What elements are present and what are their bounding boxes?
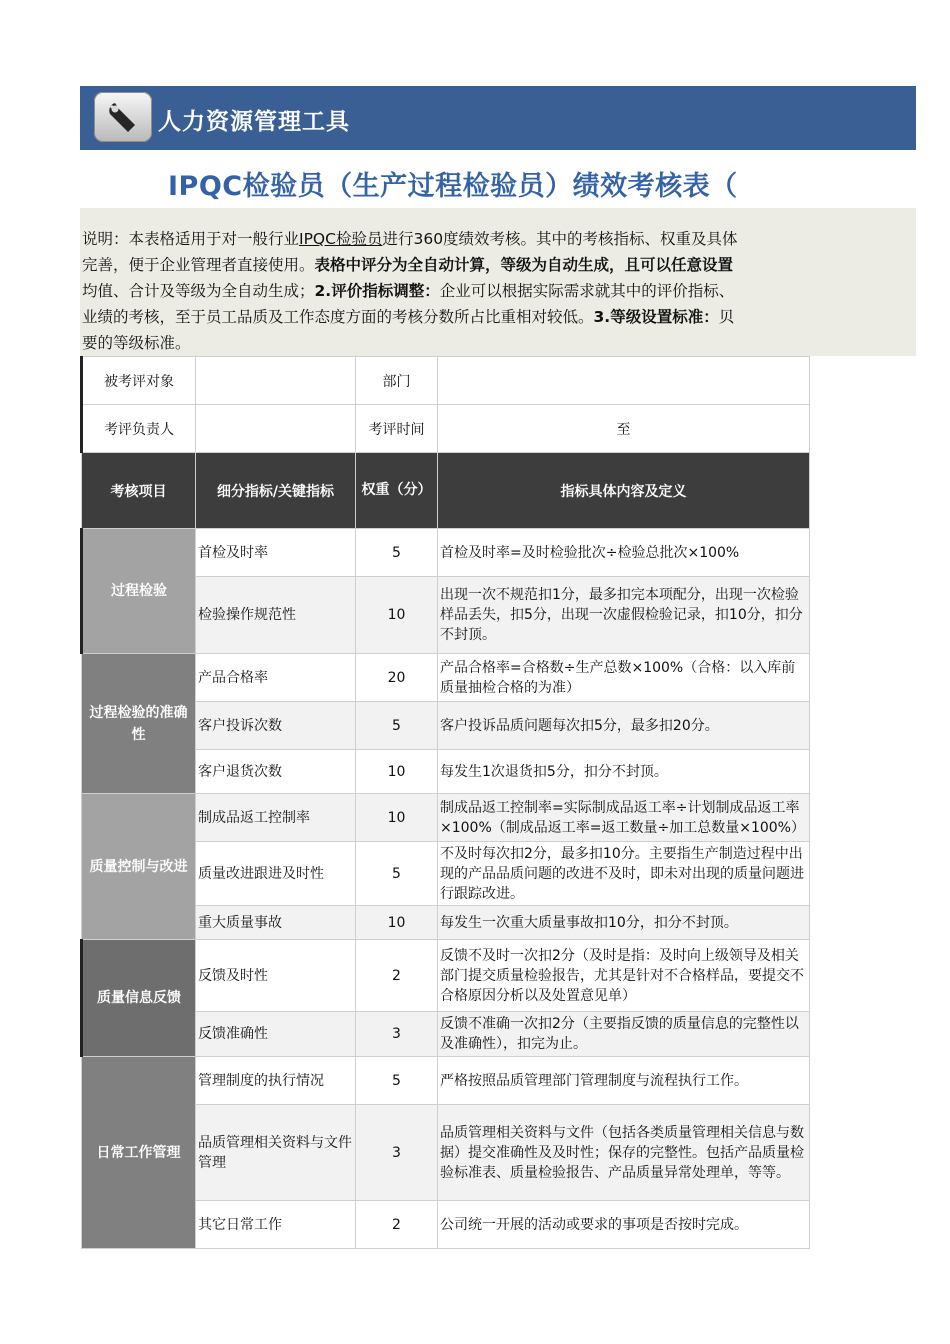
weight-cell: 5 <box>356 702 438 750</box>
definition-cell: 产品合格率=合格数÷生产总数×100%（合格：以入库前质量抽检合格的为准） <box>438 654 810 702</box>
target-value[interactable] <box>196 357 356 405</box>
logo <box>94 92 152 142</box>
table-row <box>82 529 810 577</box>
description-run: 完善，便于企业管理者直接使用。 <box>82 256 315 274</box>
description-run: 贝 <box>718 308 735 326</box>
weight-cell: 3 <box>356 1012 438 1057</box>
description-run: 企业可以根据实际需求就其中的评价指标、 <box>439 282 735 300</box>
dept-label: 部门 <box>356 357 438 405</box>
definition-cell: 出现一次不规范扣1分，最多扣完本项配分，出现一次检验样品丢失，扣5分，出现一次虚假检验记录，扣10分，扣分不封顶。 <box>438 577 810 654</box>
description-run: 2.评价指标调整： <box>314 282 440 300</box>
definition-cell: 反馈不及时一次扣2分（及时是指：及时向上级领导及相关部门提交质量检验报告，尤其是针对不合格样品，要提交不合格原因分析以及处置意见单） <box>438 940 810 1012</box>
definition-cell: 品质管理相关资料与文件（包括各类质量管理相关信息与数据）提交准确性及及时性；保存的完整性。包括产品质量检验标准表、质量检验报告、产品质量异常处理单，等等。 <box>438 1105 810 1201</box>
weight-cell: 10 <box>356 750 438 794</box>
target-label: 被考评对象 <box>82 357 196 405</box>
description-line <box>82 304 809 330</box>
weight-cell: 10 <box>356 794 438 842</box>
description-line <box>82 278 809 304</box>
indicator-cell: 反馈准确性 <box>196 1012 356 1057</box>
category-cell: 过程检验的准确性 <box>82 654 196 794</box>
page-title: IPQC检验员（生产过程检验员）绩效考核表（ <box>168 171 738 202</box>
description-run: 说明：本表格适用于对一般行业 <box>82 230 300 248</box>
description-run: IPQC检验员 <box>299 230 383 248</box>
category-cell: 过程检验 <box>82 529 196 654</box>
indicator-cell: 客户退货次数 <box>196 750 356 794</box>
definition-cell: 反馈不准确一次扣2分（主要指反馈的质量信息的完整性以及准确性），扣完为止。 <box>438 1012 810 1057</box>
definition-cell: 首检及时率=及时检验批次÷检验总批次×100% <box>438 529 810 577</box>
definition-cell: 严格按照品质管理部门管理制度与流程执行工作。 <box>438 1057 810 1105</box>
definition-cell: 客户投诉品质问题每次扣5分，最多扣20分。 <box>438 702 810 750</box>
weight-cell: 2 <box>356 1201 438 1249</box>
header-banner <box>80 86 916 150</box>
app-title: 人力资源管理工具 <box>158 109 350 135</box>
indicator-cell: 检验操作规范性 <box>196 577 356 654</box>
col-header-definition: 指标具体内容及定义 <box>438 453 810 529</box>
reviewer-value[interactable] <box>196 405 356 453</box>
wrench-icon <box>106 100 140 134</box>
indicator-cell: 产品合格率 <box>196 654 356 702</box>
category-cell: 日常工作管理 <box>82 1057 196 1249</box>
category-cell: 质量信息反馈 <box>82 940 196 1057</box>
description-run: 进行360度绩效考核。其中的考核指标、权重及具体 <box>382 230 738 248</box>
weight-cell: 10 <box>356 906 438 940</box>
definition-cell: 制成品返工控制率=实际制成品返工率÷计划制成品返工率×100%（制成品返工率=返工数量÷加工总数量×100%） <box>438 794 810 842</box>
table-row <box>82 794 810 842</box>
indicator-cell: 管理制度的执行情况 <box>196 1057 356 1105</box>
dept-value[interactable] <box>438 357 810 405</box>
weight-cell: 3 <box>356 1105 438 1201</box>
indicator-cell: 其它日常工作 <box>196 1201 356 1249</box>
category-cell: 质量控制与改进 <box>82 794 196 940</box>
description-run: 要的等级标准。 <box>82 334 191 352</box>
time-label: 考评时间 <box>356 405 438 453</box>
weight-cell: 5 <box>356 842 438 906</box>
col-header-indicator: 细分指标/关键指标 <box>196 453 356 529</box>
weight-cell: 2 <box>356 940 438 1012</box>
description-run: 表格中评分为全自动计算，等级为自动生成，且可以任意设置 <box>314 256 734 274</box>
appraisal-table <box>80 356 810 1249</box>
definition-cell: 公司统一开展的活动或要求的事项是否按时完成。 <box>438 1201 810 1249</box>
description-line <box>82 330 809 352</box>
indicator-cell: 制成品返工控制率 <box>196 794 356 842</box>
definition-cell: 每发生一次重大质量事故扣10分，扣分不封顶。 <box>438 906 810 940</box>
weight-cell: 5 <box>356 529 438 577</box>
description-run: 业绩的考核，至于员工品质及工作态度方面的考核分数所占比重相对较低。 <box>82 308 594 326</box>
description-line <box>82 252 809 278</box>
time-value[interactable]: 至 <box>438 405 810 453</box>
description-box <box>80 208 916 356</box>
table-row <box>82 654 810 702</box>
col-header-weight: 权重（分） <box>356 453 438 529</box>
table-row <box>82 940 810 1012</box>
indicator-cell: 质量改进跟进及时性 <box>196 842 356 906</box>
description-line <box>82 226 809 252</box>
indicator-cell: 重大质量事故 <box>196 906 356 940</box>
description-run: 3.等级设置标准： <box>593 308 719 326</box>
description-run: 均值、合计及等级为全自动生成； <box>82 282 315 300</box>
indicator-cell: 品质管理相关资料与文件管理 <box>196 1105 356 1201</box>
weight-cell: 20 <box>356 654 438 702</box>
page-title-container <box>80 158 916 208</box>
weight-cell: 5 <box>356 1057 438 1105</box>
table-row <box>82 1057 810 1105</box>
definition-cell: 不及时每次扣2分，最多扣10分。主要指生产制造过程中出现的产品品质问题的改进不及时，即未对出现的质量问题进行跟踪改进。 <box>438 842 810 906</box>
definition-cell: 每发生1次退货扣5分，扣分不封顶。 <box>438 750 810 794</box>
reviewer-label: 考评负责人 <box>82 405 196 453</box>
indicator-cell: 首检及时率 <box>196 529 356 577</box>
indicator-cell: 客户投诉次数 <box>196 702 356 750</box>
description-text <box>82 226 809 352</box>
weight-cell: 10 <box>356 577 438 654</box>
indicator-cell: 反馈及时性 <box>196 940 356 1012</box>
col-header-item: 考核项目 <box>82 453 196 529</box>
